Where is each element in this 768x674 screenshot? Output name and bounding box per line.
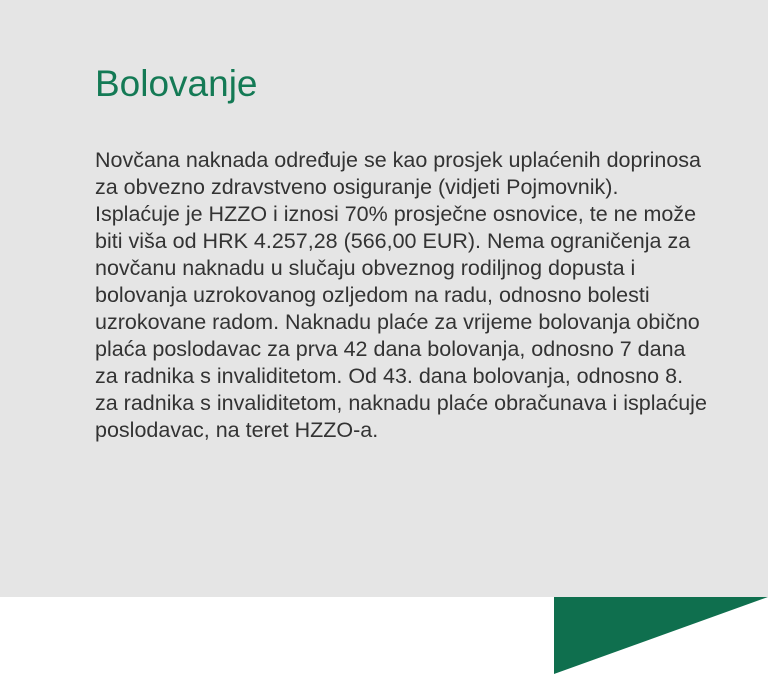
corner-fold-triangle — [554, 597, 768, 674]
corner-fold-decoration — [554, 597, 768, 674]
card-title: Bolovanje — [95, 63, 258, 104]
card-body-text: Novčana naknada određuje se kao prosjek uplaćenih doprinosa za obvezno zdravstveno osiguranje (vidjeti Pojmovnik). Isplaćuje je HZZO i iznosi 70% prosječne osnovice, te ne može biti viša od HRK 4.257,28 (566,00 EUR). Nema ograničenja za novčanu naknadu u slučaju obveznog rodiljnog dopusta i bolovanja uzrokovanog ozljedom na radu, odnosno bolesti uzrokovane radom. Naknadu plaće za vrijeme bolovanja obično plaća poslodavac za prva 42 dana bolovanja, odnosno 7 dana za radnika s invaliditetom. Od 43. dana bolovanja, odnosno 8. za radnika s invaliditetom, naknadu plaće obračunava i isplaćuje poslodavac, na teret HZZO-a. — [95, 148, 707, 442]
